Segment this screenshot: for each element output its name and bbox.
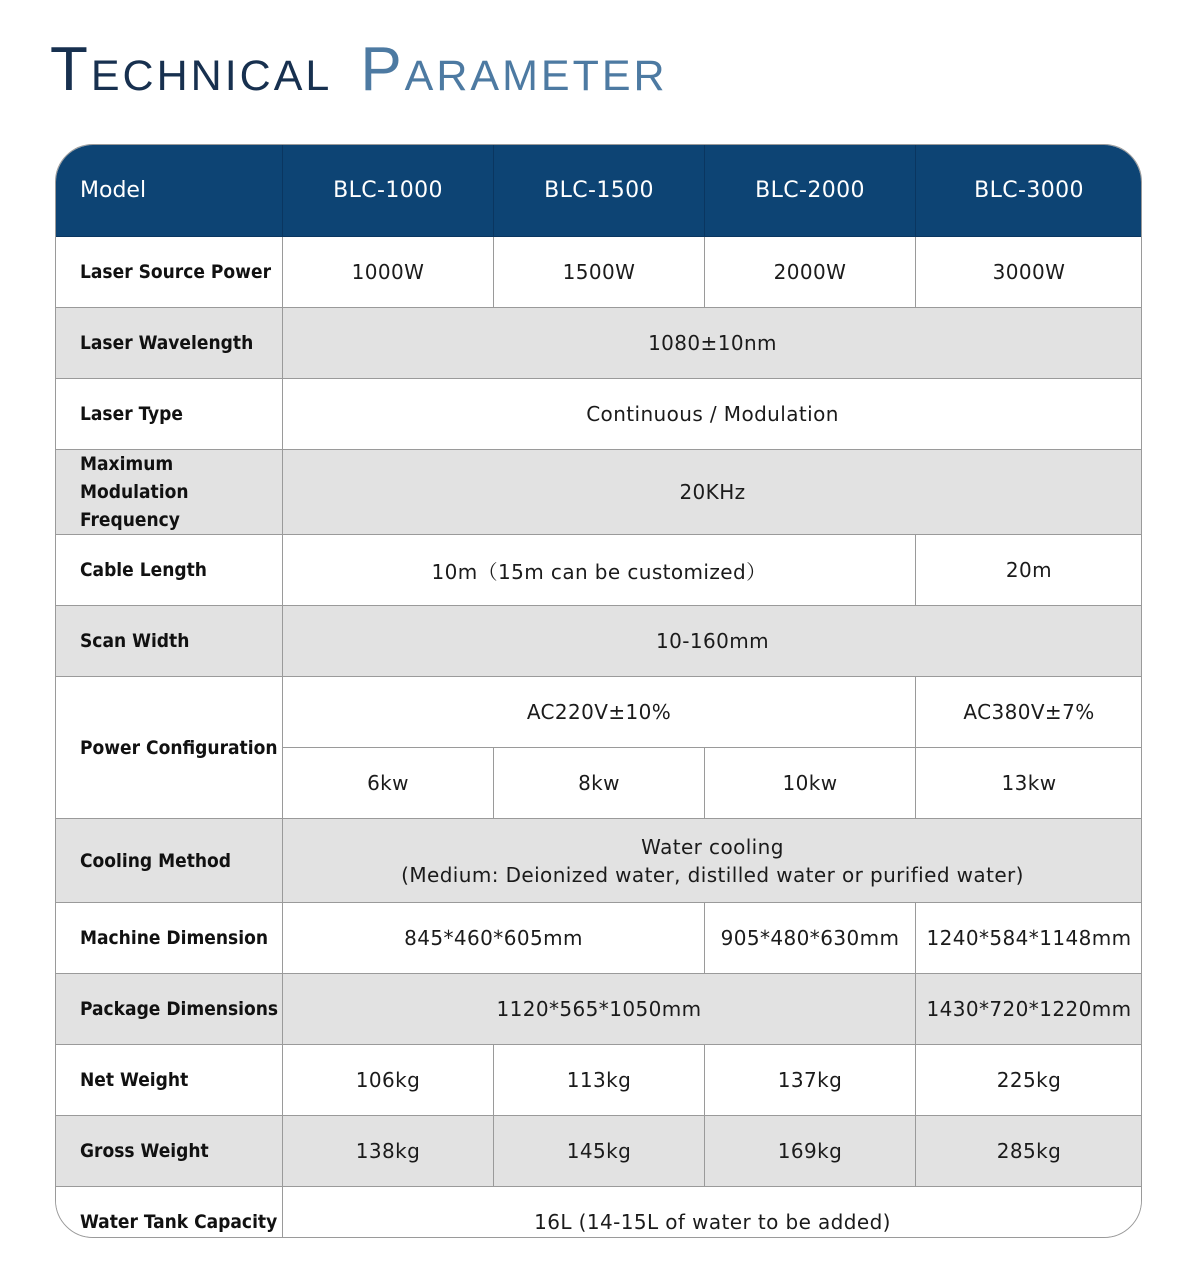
cell-value: 10m（15m can be customized） [283,535,916,606]
spec-table [55,144,1142,1238]
cell-value [283,819,1143,903]
row-max-modulation-frequency [56,450,1143,535]
title-word-parameter: Parameter [360,35,668,104]
cell-value: AC220V±10% [283,677,916,748]
row-label: Laser Wavelength [56,308,283,379]
cell-value: 285kg [916,1116,1143,1187]
cooling-line: (Medium: Deionized water, distilled water or purified water) [401,862,1024,887]
header-model-blc1500: BLC-1500 [494,145,705,237]
cell-value: 8kw [494,748,705,819]
cell-value: AC380V±7% [916,677,1143,748]
row-net-weight [56,1045,1143,1116]
row-label: Cable Length [56,535,283,606]
row-label: Water Tank Capacity [56,1187,283,1239]
cell-value: 6kw [283,748,494,819]
row-label: Package Dimensions [56,974,283,1045]
cell-value: Continuous / Modulation [283,379,1143,450]
cell-value: 20KHz [283,450,1143,535]
row-label: Scan Width [56,606,283,677]
header-row [56,145,1143,237]
cell-value: 845*460*605mm [283,903,705,974]
cell-value: 13kw [916,748,1143,819]
row-scan-width [56,606,1143,677]
row-machine-dimension [56,903,1143,974]
row-label: Cooling Method [56,819,283,903]
spec-table-container [55,144,1142,1238]
header-model-blc1000: BLC-1000 [283,145,494,237]
page-title [50,30,668,110]
header-model-blc3000: BLC-3000 [916,145,1143,237]
cell-value: 1500W [494,237,705,308]
header-model-blc2000: BLC-2000 [705,145,916,237]
row-laser-type [56,379,1143,450]
row-label-line: Frequency [80,509,180,531]
cell-value: 169kg [705,1116,916,1187]
cell-value: 1120*565*1050mm [283,974,916,1045]
cell-value: 145kg [494,1116,705,1187]
cell-value: 2000W [705,237,916,308]
cell-value: 225kg [916,1045,1143,1116]
row-power-configuration-voltage [56,677,1143,748]
row-label: Net Weight [56,1045,283,1116]
cell-value: 10-160mm [283,606,1143,677]
cell-value: 113kg [494,1045,705,1116]
row-cable-length [56,535,1143,606]
cell-value: 10kw [705,748,916,819]
cell-value: 16L (14-15L of water to be added) [283,1187,1143,1239]
row-label: Laser Source Power [56,237,283,308]
cell-value: 1240*584*1148mm [916,903,1143,974]
cell-value: 1080±10nm [283,308,1143,379]
cell-value: 137kg [705,1045,916,1116]
row-label: Machine Dimension [56,903,283,974]
row-gross-weight [56,1116,1143,1187]
cell-value: 20m [916,535,1143,606]
cell-value: 3000W [916,237,1143,308]
cell-value: 106kg [283,1045,494,1116]
row-label: Power Configuration [56,677,283,819]
row-cooling-method [56,819,1143,903]
header-model-label: Model [56,145,283,237]
row-label: Gross Weight [56,1116,283,1187]
cooling-line: Water cooling [641,834,784,859]
row-label [56,450,283,535]
cell-value: 1430*720*1220mm [916,974,1143,1045]
cell-value: 138kg [283,1116,494,1187]
cell-value: 1000W [283,237,494,308]
cell-value: 905*480*630mm [705,903,916,974]
row-laser-source-power [56,237,1143,308]
row-laser-wavelength [56,308,1143,379]
row-label: Laser Type [56,379,283,450]
title-word-technical: Technical [50,35,333,104]
row-label-line: Maximum Modulation [80,453,189,503]
row-package-dimensions [56,974,1143,1045]
row-water-tank-capacity [56,1187,1143,1239]
